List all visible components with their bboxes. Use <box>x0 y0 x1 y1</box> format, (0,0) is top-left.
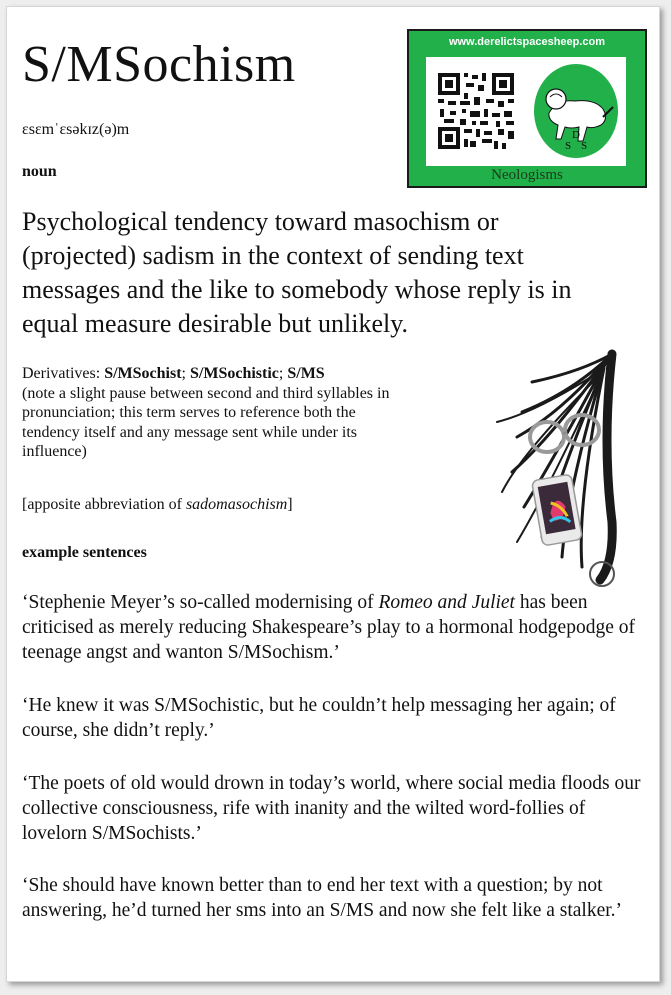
abbreviation-suffix: ] <box>287 496 293 513</box>
part-of-speech: noun <box>22 163 57 180</box>
example-sentence <box>22 590 644 665</box>
qr-code-icon <box>436 71 516 151</box>
example-text: has been criticised as merely reducing Shakespeare’s play to a hormonal hodgepodge of teenage angst and wanton S/MSochism.’ <box>22 592 635 663</box>
example-sentence: ‘The poets of old would drown in today’s world, where social media floods our collective consciousness, rife with inanity and the wilted word-follies of lovelorn S/MSochists.’ <box>22 773 641 844</box>
derivative-1: S/MSochist <box>104 365 182 382</box>
pronunciation: ɛsɛmˈɛsəkɪz(ə)m <box>22 121 130 138</box>
derivatives-note: (note a slight pause between second and third syllables in pronunciation; this term serves to reference both the tendency itself and any message sent while under its influence) <box>22 384 390 460</box>
examples-heading: example sentences <box>22 544 147 561</box>
derivative-separator: ; <box>181 365 190 382</box>
whip-handcuffs-phone-illustration <box>462 342 632 587</box>
example-sentence: ‘She should have known better than to end her text with a question; by not answering, he’d turned her sms into an S/MS and now she felt like a stalker.’ <box>22 875 623 921</box>
example-text: ‘Stephenie Meyer’s so-called modernising of <box>22 592 379 613</box>
abbreviation-prefix: [apposite abbreviation of <box>22 496 186 513</box>
logo-letter: D <box>572 129 580 141</box>
neologisms-logo <box>407 29 647 188</box>
derivative-separator: ; <box>278 365 288 382</box>
abbreviation-word: sadomasochism <box>185 496 288 513</box>
example-title-italic: Romeo and Juliet <box>378 592 515 613</box>
derivatives <box>22 364 402 462</box>
derivative-2: S/MSochistic <box>190 365 279 382</box>
logo-url: www.derelictspacesheep.com <box>448 36 606 48</box>
derivatives-label: Derivatives: <box>22 365 105 382</box>
definition: Psychological tendency toward masochism or (projected) sadism in the context of sending text messages and the like to somebody whose reply is in equal measure desirable but unlikely. <box>22 207 572 338</box>
dictionary-card <box>6 6 660 982</box>
entry-word: S/MSochism <box>22 36 296 93</box>
logo-caption: Neologisms <box>491 167 563 183</box>
logo-letter: S <box>564 140 572 152</box>
space-sheep-icon <box>529 61 623 161</box>
logo-panel <box>426 57 626 166</box>
abbreviation-note <box>22 496 293 514</box>
logo-letter: S <box>580 140 588 152</box>
example-sentence: ‘He knew it was S/MSochistic, but he couldn’t help messaging her again; of course, she didn’t reply.’ <box>22 695 616 741</box>
derivative-3: S/MS <box>287 365 325 382</box>
